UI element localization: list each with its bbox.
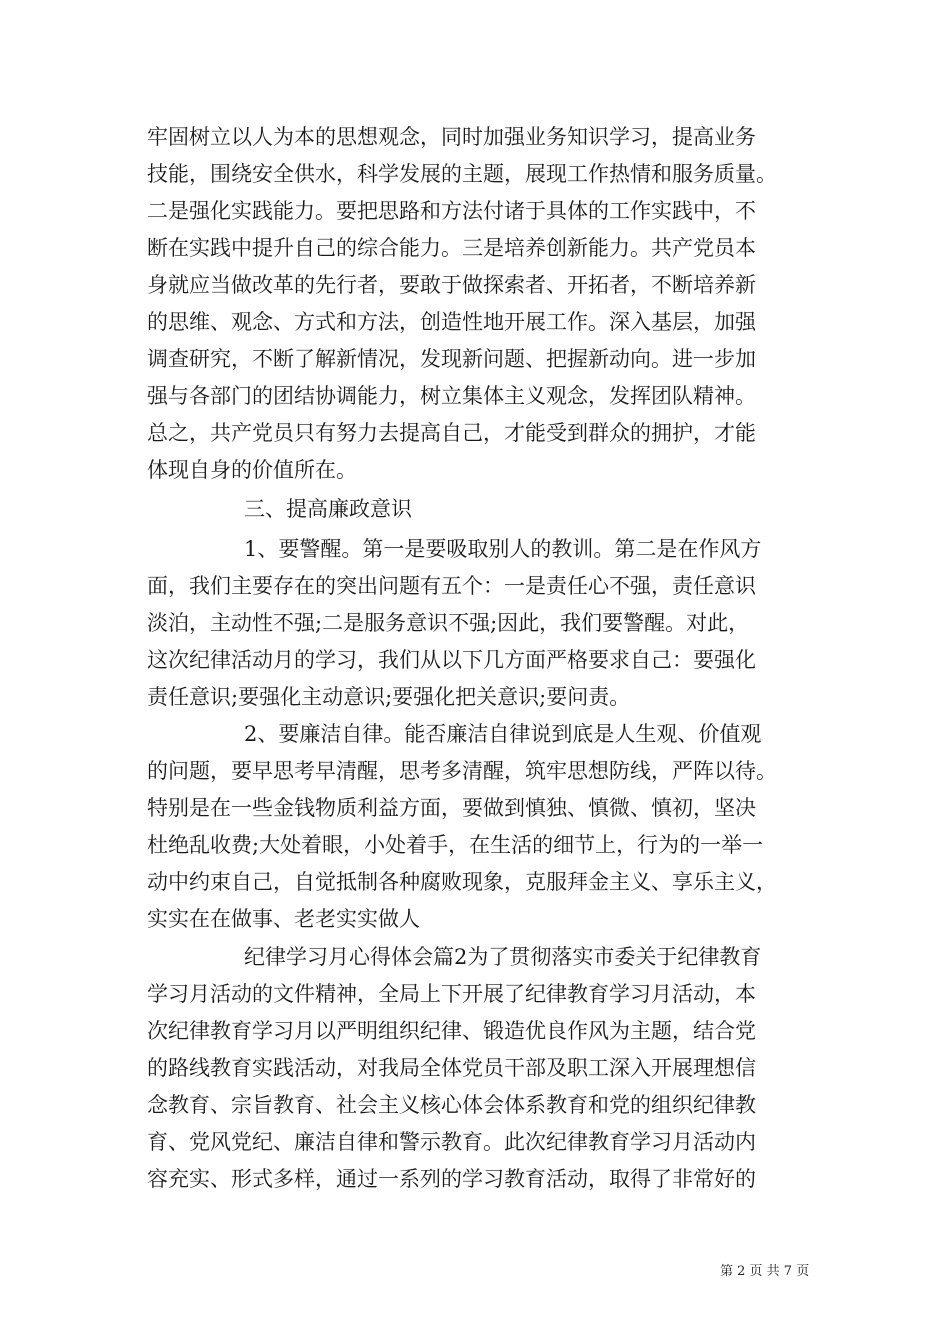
text-line: 这次纪律活动月的学习，我们从以下几方面严格要求自己：要强化 (147, 648, 756, 672)
text-line: 容充实、形式多样，通过一系列的学习教育活动，取得了非常好的 (147, 1167, 756, 1191)
text-line: 念教育、宗旨教育、社会主义核心体会体系教育和党的组织纪律教 (147, 1093, 756, 1117)
text-line: 动中约束自己，自觉抵制各种腐败现象，克服拜金主义、享乐主义， (147, 870, 777, 894)
text-line: 责任意识;要强化主动意识;要强化把关意识;要问责。 (147, 685, 631, 709)
text-line: 杜绝乱收费;大处着眼，小处着手，在生活的细节上，行为的一举一 (147, 833, 764, 857)
text-line: 2、要廉洁自律。能否廉洁自律说到底是人生观、价值观 (244, 722, 762, 746)
text-line: 的路线教育实践活动，对我局全体党员干部及职工深入开展理想信 (147, 1056, 756, 1080)
text-line: 育、党风党纪、廉洁自律和警示教育。此次纪律教育学习月活动内 (147, 1130, 756, 1154)
text-line: 断在实践中提升自己的综合能力。三是培养创新能力。共产党员本 (147, 236, 756, 260)
text-line: 牢固树立以人为本的思想观念，同时加强业务知识学习，提高业务 (147, 125, 756, 149)
text-line: 的问题，要早思考早清醒，思考多清醒，筑牢思想防线，严阵以待。 (147, 759, 777, 783)
text-line: 面，我们主要存在的突出问题有五个：一是责任心不强，责任意识 (147, 574, 756, 598)
text-line: 的思维、观念、方式和方法，创造性地开展工作。深入基层，加强 (147, 310, 756, 334)
text-line: 总之，共产党员只有努力去提高自己，才能受到群众的拥护，才能 (147, 421, 756, 445)
text-line: 特别是在一些金钱物质利益方面，要做到慎独、慎微、慎初，坚决 (147, 796, 756, 820)
text-line: 身就应当做改革的先行者，要敢于做探索者、开拓者，不断培养新 (147, 273, 756, 297)
text-line: 实实在在做事、老老实实做人 (147, 907, 420, 931)
text-line: 学习月活动的文件精神，全局上下开展了纪律教育学习月活动，本 (147, 982, 756, 1006)
section-heading: 三、提高廉政意识 (244, 497, 412, 521)
text-line: 淡泊，主动性不强;二是服务意识不强;因此，我们要警醒。对此， (147, 611, 750, 635)
text-line: 1、要警醒。第一是要吸取别人的教训。第二是在作风方 (244, 537, 762, 561)
text-line: 纪律学习月心得体会篇2为了贯彻落实市委关于纪律教育 (244, 945, 762, 969)
page-number: 第 2 页 共 7 页 (720, 1264, 810, 1279)
text-line: 强与各部门的团结协调能力，树立集体主义观念，发挥团队精神。 (147, 384, 756, 408)
text-line: 调查研究，不断了解新情况，发现新问题、把握新动向。进一步加 (147, 347, 756, 371)
text-line: 二是强化实践能力。要把思路和方法付诸于具体的工作实践中，不 (147, 199, 756, 223)
text-line: 次纪律教育学习月以严明组织纪律、锻造优良作风为主题，结合党 (147, 1019, 756, 1043)
text-line: 体现自身的价值所在。 (147, 458, 357, 482)
text-line: 技能，围绕安全供水，科学发展的主题，展现工作热情和服务质量。 (147, 162, 777, 186)
